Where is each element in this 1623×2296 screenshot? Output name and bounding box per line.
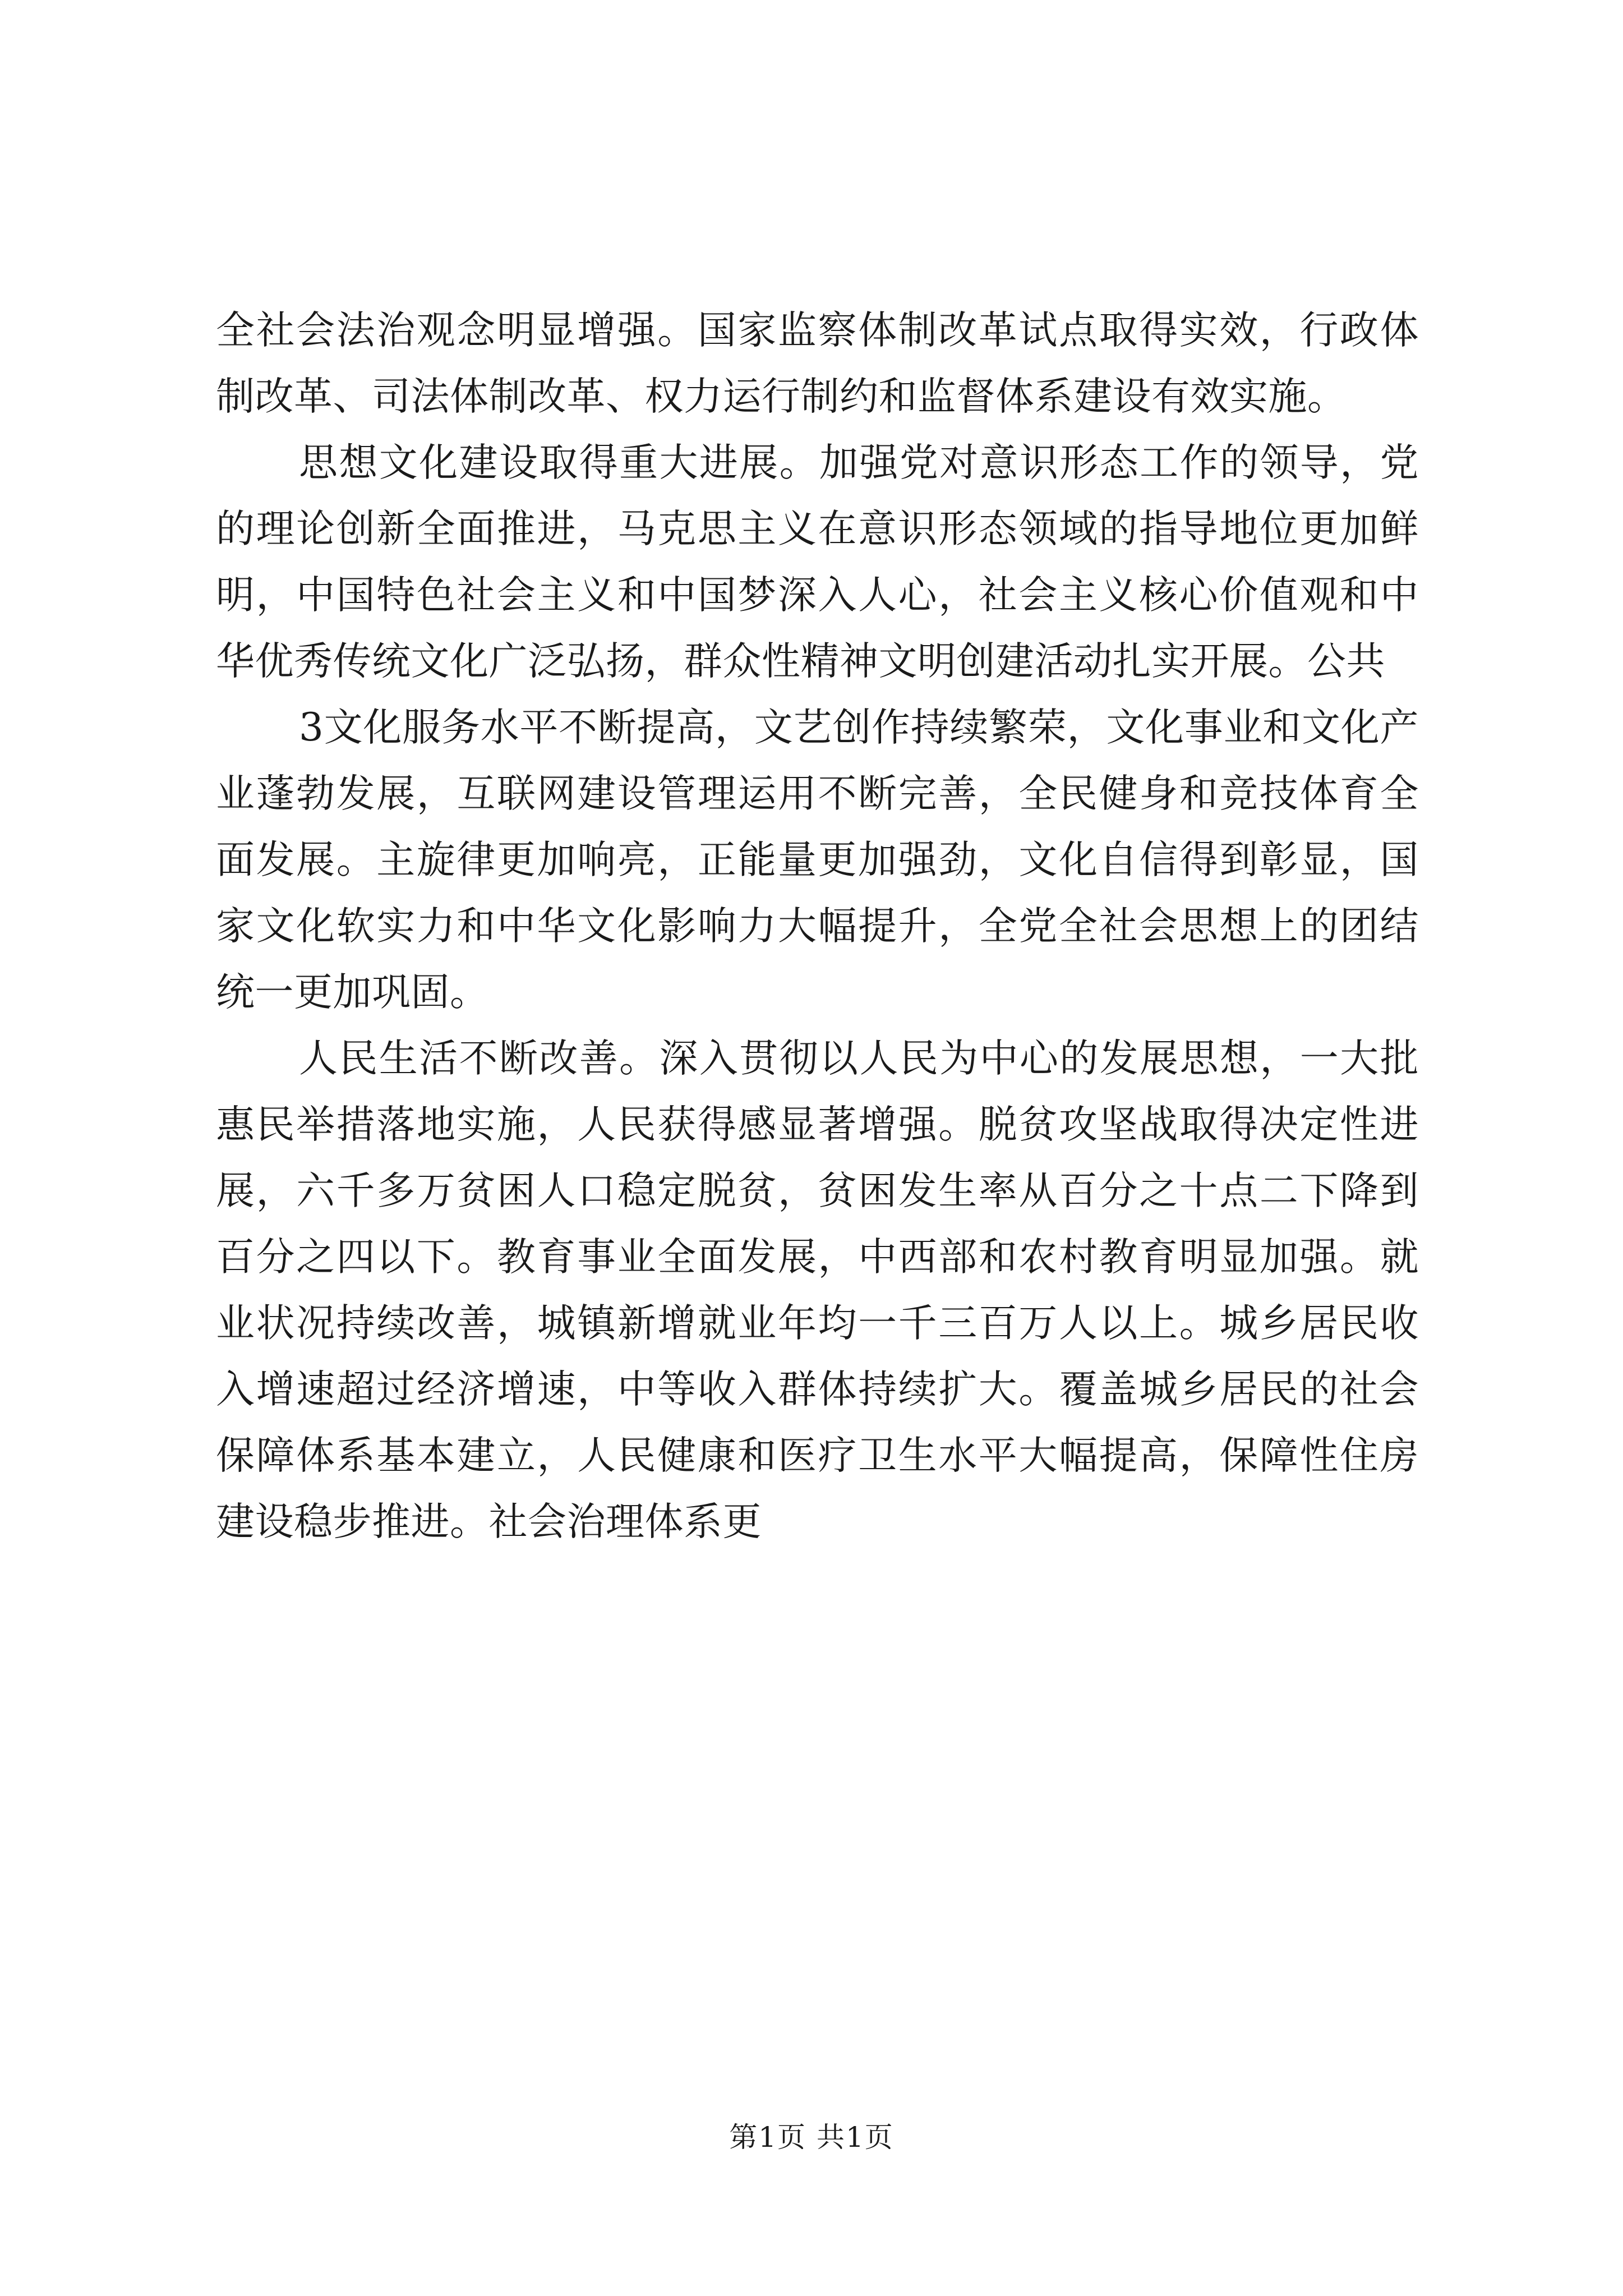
paragraph-1: 全社会法治观念明显增强。国家监察体制改革试点取得实效，行政体制改革、司法体制改革、权力运行制约和监督体系建设有效实施。 — [216, 308, 1419, 419]
page-footer: 第1页 共1页 — [729, 2121, 894, 2154]
document-body — [216, 297, 1419, 1555]
paragraph-4: 人民生活不断改善。深入贯彻以人民为中心的发展思想，一大批惠民举措落地实施，人民获得感显著增强。脱贫攻坚战取得决定性进展，六千多万贫困人口稳定脱贫，贫困发生率从百分之十点二下降到百分之四以下。教育事业全面发展，中西部和农村教育明显加强。就业状况持续改善，城镇新增就业年均一千三百万人以上。城乡居民收入增速超过经济增速，中等收入群体持续扩大。覆盖城乡居民的社会保障体系基本建立，人民健康和医疗卫生水平大幅提高，保障性住房建设稳步推进。社会治理体系更 — [216, 1036, 1419, 1544]
paragraph-3: 3文化服务水平不断提高，文艺创作持续繁荣，文化事业和文化产业蓬勃发展，互联网建设管理运用不断完善，全民健身和竞技体育全面发展。主旋律更加响亮，正能量更加强劲，文化自信得到彰显，国家文化软实力和中华文化影响力大幅提升，全党全社会思想上的团结统一更加巩固。 — [216, 705, 1419, 1015]
paragraph-2: 思想文化建设取得重大进展。加强党对意识形态工作的领导，党的理论创新全面推进，马克思主义在意识形态领域的指导地位更加鲜明，中国特色社会主义和中国梦深入人心，社会主义核心价值观和中华优秀传统文化广泛弘扬，群众性精神文明创建活动扎实开展。公共 — [216, 440, 1419, 684]
